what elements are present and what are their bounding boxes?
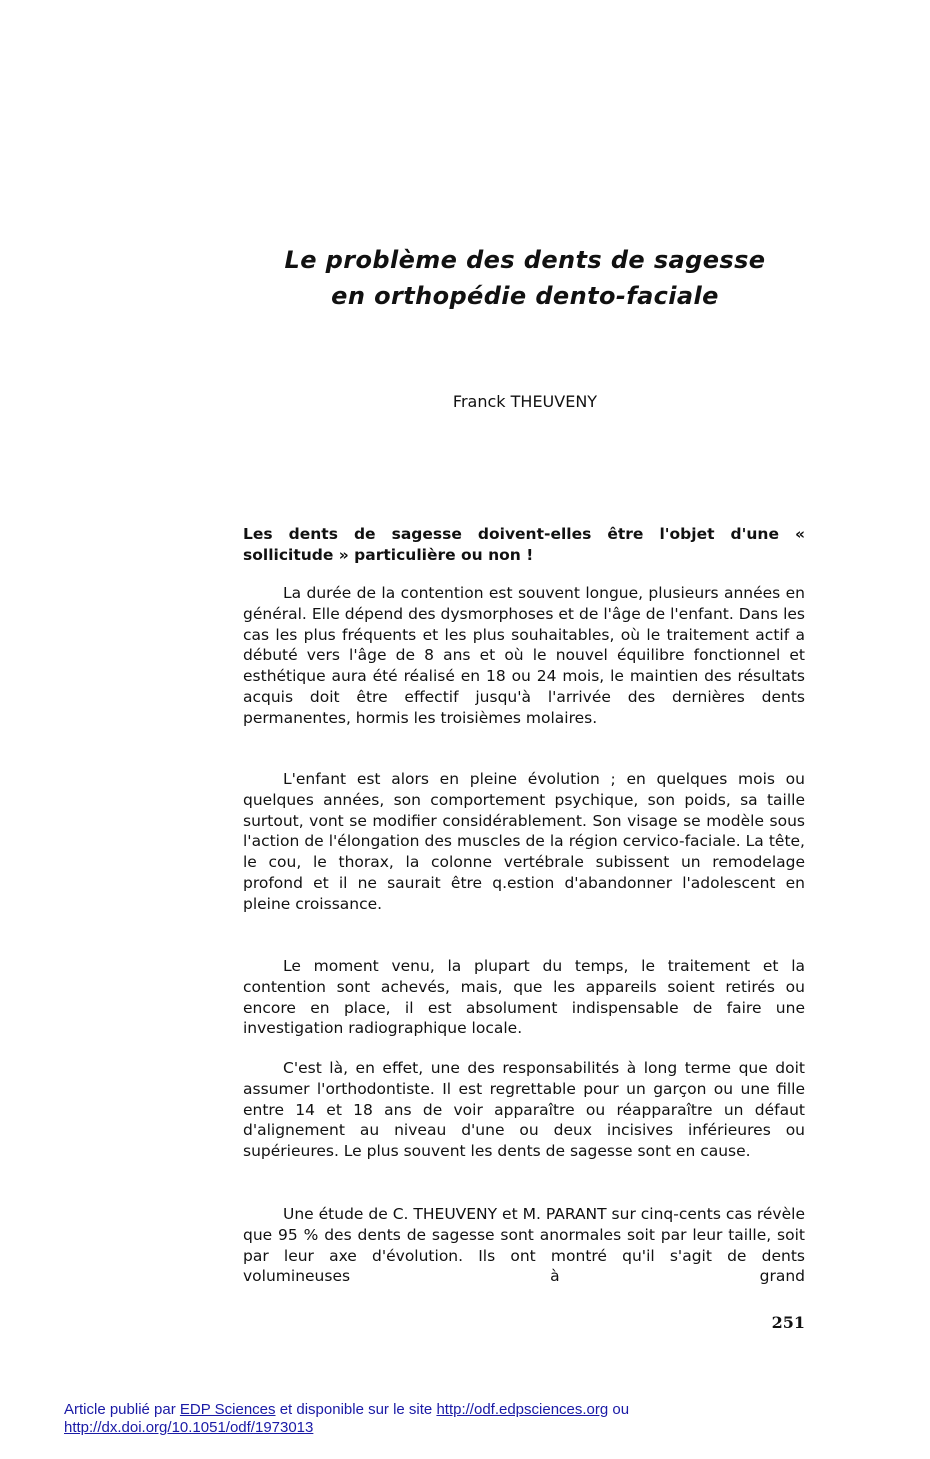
body-paragraph: Une étude de C. THEUVENY et M. PARANT sur cinq-cents cas révèle que 95 % des dents de sagesse sont anormales soit par leur taille, soit par leur axe d'évolution. Ils ont montré qu'il s'agit de dents volumineuses à grand bbox=[243, 1205, 805, 1286]
body-paragraph: Le moment venu, la plupart du temps, le traitement et la contention sont achevés, mais, que les appareils soient retirés ou encore en place, il est absolument indispensable de faire une investigation radiographique locale. bbox=[243, 957, 805, 1038]
body-paragraph: C'est là, en effet, une des responsabilités à long terme que doit assumer l'orthodontiste. Il est regrettable pour un garçon ou une fille entre 14 et 18 ans de voir apparaître ou réapparaître un défaut d'alignement au niveau d'une ou deux incisives inférieures ou supérieures. Le plus souvent les dents de sagesse sont en cause. bbox=[243, 1059, 805, 1161]
footer-text: et disponible sur le site bbox=[279, 1401, 433, 1418]
journal-site-link[interactable]: http://odf.edpsciences.org bbox=[436, 1401, 609, 1418]
body-paragraph: L'enfant est alors en pleine évolution ; en quelques mois ou quelques années, son comportement psychique, son poids, sa taille surtout, vont se modifier considérablement. Son visage se modèle sous l'action de l'élongation des muscles de la région cervico-faciale. La tête, le cou, le thorax, la colonne vertébrale subissent un remodelage profond et il ne saurait être q.estion d'abandonner l'adolescent en pleine croissance. bbox=[243, 770, 805, 913]
article-title-line-1: Le problème des dents de sagesse bbox=[284, 246, 766, 274]
doi-link[interactable]: http://dx.doi.org/10.1051/odf/1973013 bbox=[64, 1419, 314, 1436]
author-name: Franck THEUVENY bbox=[452, 392, 598, 411]
article-title bbox=[230, 242, 820, 314]
page-number: 251 bbox=[771, 1313, 805, 1332]
section-heading: Les dents de sagesse doivent-elles être l'objet d'une « sollicitude » particulière ou non ! bbox=[243, 525, 805, 564]
paragraph-block-4 bbox=[243, 1058, 805, 1162]
publisher-link[interactable]: EDP Sciences bbox=[179, 1401, 276, 1418]
footer-text: ou bbox=[612, 1401, 630, 1418]
body-paragraph: La durée de la contention est souvent longue, plusieurs années en général. Elle dépend des dysmorphoses et de l'âge de l'enfant. Dans les cas les plus fréquents et les plus souhaitables, où le traitement actif a débuté vers l'âge de 8 ans et où le nouvel équilibre fonctionnel et esthétique aura été réalisé en 18 ou 24 mois, le maintien des résultats acquis doit être effectif jusqu'à l'arrivée des dernières dents permanentes, hormis les troisièmes molaires. bbox=[243, 584, 805, 727]
paragraph-block-3 bbox=[243, 956, 805, 1039]
section-heading-block bbox=[243, 524, 805, 566]
paragraph-block-1 bbox=[243, 583, 805, 729]
paragraph-block-5 bbox=[243, 1204, 805, 1287]
publisher-footer bbox=[64, 1401, 784, 1437]
footer-text: Article publié par bbox=[64, 1401, 176, 1418]
article-title-line-2: en orthopédie dento-faciale bbox=[331, 282, 719, 310]
paragraph-block-2 bbox=[243, 769, 805, 915]
